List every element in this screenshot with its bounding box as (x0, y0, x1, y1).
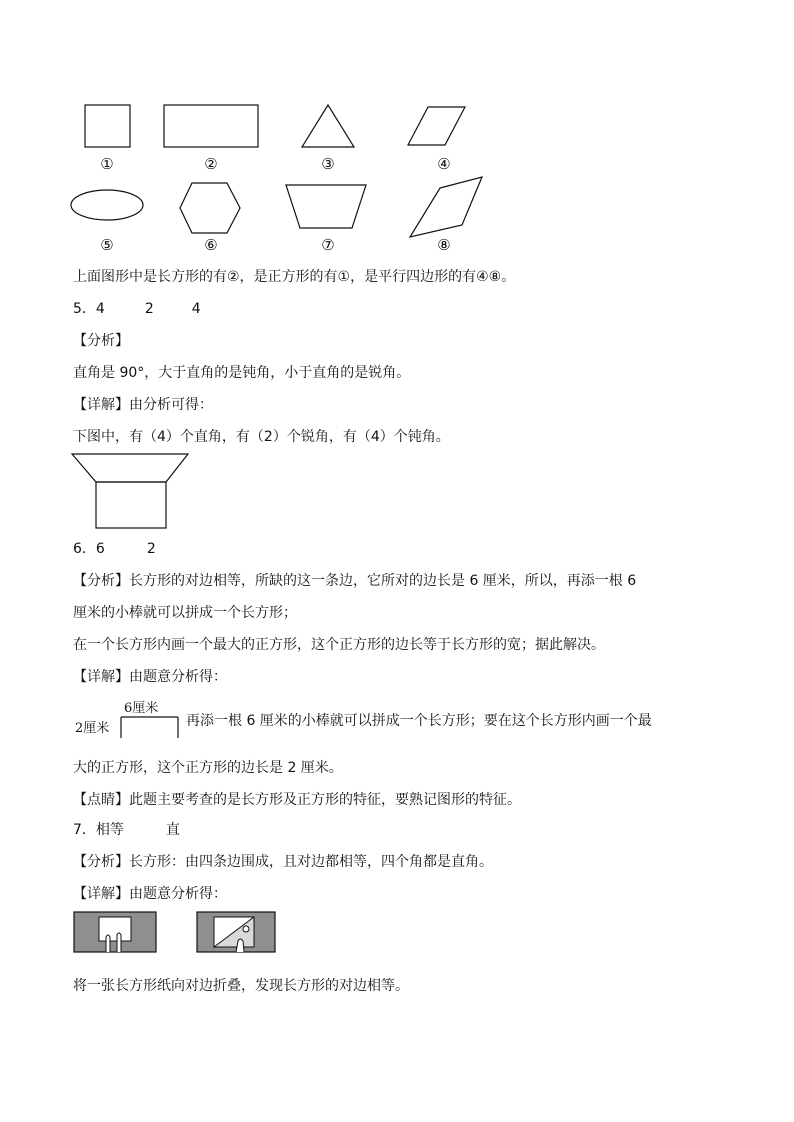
q7-detail-heading: 【详解】由题意分析得： (73, 886, 227, 902)
q7-answer: 7．相等 直 (73, 822, 180, 838)
q6-analysis-3: 在一个长方形内画一个最大的正方形，这个正方形的边长等于长方形的宽；据此解决。 (73, 637, 605, 653)
shape-label-2: ② (204, 155, 218, 173)
shape-rectangle (164, 105, 258, 147)
q7-fold-figure-1 (73, 911, 157, 953)
shape-ellipse (71, 190, 143, 220)
q6-detail-heading: 【详解】由题意分析得： (73, 669, 227, 685)
q5-detail-heading: 【详解】由分析可得： (73, 397, 213, 413)
q7-detail-text: 将一张长方形纸向对边折叠，发现长方形的对边相等。 (73, 978, 409, 994)
q6-analysis-2: 厘米的小棒就可以拼成一个长方形； (73, 605, 297, 621)
shapes-summary: 上面图形中是长方形的有②，是正方形的有①，是平行四边形的有④⑧。 (73, 269, 516, 285)
shape-label-3: ③ (321, 155, 335, 173)
shape-label-4: ④ (437, 155, 451, 173)
q6-analysis-1: 【分析】长方形的对边相等，所缺的这一条边，它所对的边长是 6 厘米，所以，再添一根 6 (73, 573, 637, 589)
shape-trapezoid (286, 185, 366, 228)
q5-angle-figure (70, 452, 192, 532)
q6-comment: 【点睛】此题主要考查的是长方形及正方形的特征，要熟记图形的特征。 (73, 792, 521, 808)
q5-detail-text: 下图中，有（4）个直角，有（2）个锐角，有（4）个钝角。 (73, 429, 450, 445)
shape-parallelogram (408, 107, 465, 145)
q6-detail-text-1: 再添一根 6 厘米的小棒就可以拼成一个长方形；要在这个长方形内画一个最 (186, 713, 652, 729)
q7-fold-figure-2 (196, 911, 276, 953)
q6-answer: 6．6 2 (73, 541, 156, 557)
q5-analysis: 直角是 90°，大于直角的是钝角，小于直角的是锐角。 (73, 365, 411, 381)
shape-hexagon (180, 183, 240, 233)
shape-square (85, 105, 130, 147)
shape-label-1: ① (100, 155, 114, 173)
q6-fig-left-label: 2厘米 (75, 721, 110, 736)
q6-fig-top-label: 6厘米 (124, 701, 159, 716)
q7-analysis: 【分析】长方形：由四条边围成，且对边都相等，四个角都是直角。 (73, 854, 493, 870)
q5-analysis-heading: 【分析】 (73, 333, 129, 349)
shape-triangle (302, 105, 354, 147)
shape-label-5: ⑤ (100, 236, 114, 254)
shape-label-7: ⑦ (321, 236, 335, 254)
shape-rhombus (410, 177, 482, 237)
q6-detail-text-2: 大的正方形，这个正方形的边长是 2 厘米。 (73, 760, 343, 776)
q5-answer: 5．4 2 4 (73, 301, 201, 317)
shape-label-8: ⑧ (437, 236, 451, 254)
shape-label-6: ⑥ (204, 236, 218, 254)
